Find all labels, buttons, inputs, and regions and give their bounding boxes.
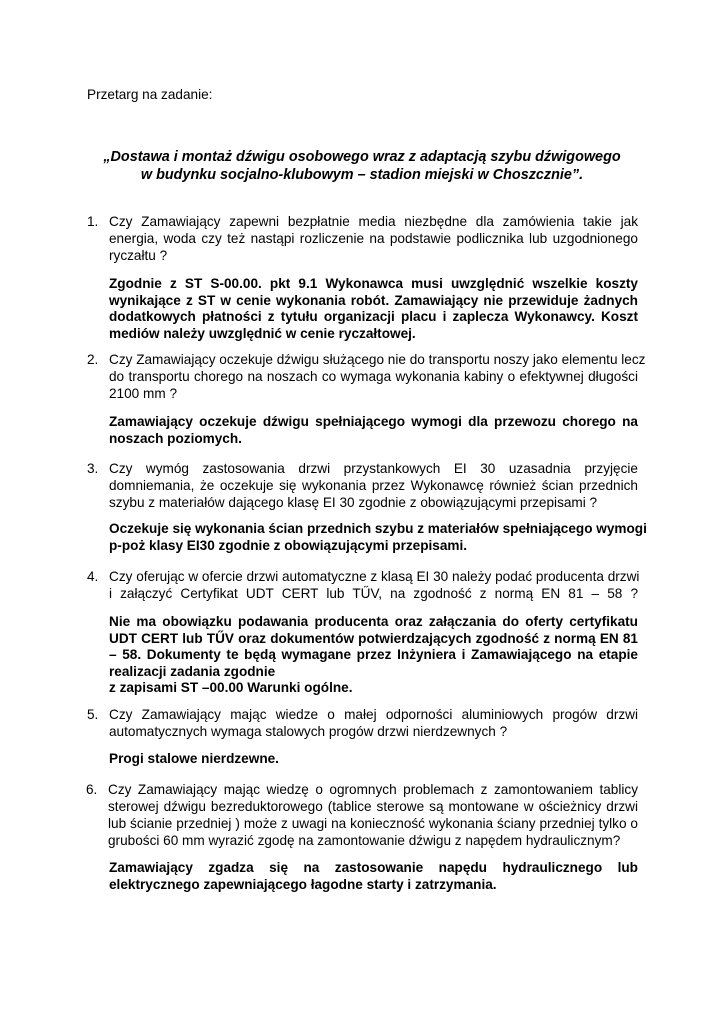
question-line: energia, woda czy też nastąpi rozliczenie na podstawie podlicznika lub uzgodnionego — [109, 231, 638, 246]
question-line: Czy Zamawiający oczekuje dźwigu służącego nie do transportu noszy jako elementu lecz — [109, 352, 646, 367]
answer-text — [109, 414, 638, 447]
answer-line: Zamawiający oczekuje dźwigu spełniającego wymogi dla przewozu chorego na — [109, 414, 638, 429]
item-number: 6. — [86, 782, 98, 797]
answer-line: noszach poziomych. — [109, 430, 242, 446]
answer-line: Progi stalowe nierdzewne. — [109, 751, 279, 766]
question-line: grubości 60 mm wyrazić zgodę na zamontowanie dźwigu z napędem hydraulicznym? — [108, 833, 621, 848]
answer-line: dodatkowych płatności z tytułu organizacji placu i zaplecza Wykonawcy. Koszt — [109, 309, 638, 325]
answer-line: p-poż klasy EI30 zgodnie z obowiązującymi przepisami. — [109, 537, 468, 553]
question-line: Czy Zamawiający zapewni bezpłatnie media niezbędne dla zamówienia takie jak — [109, 214, 638, 229]
question-text — [109, 568, 638, 602]
answer-line: Nie ma obowiązku podawania producenta oraz załączania do oferty certyfikatu — [109, 614, 638, 629]
answer-text — [109, 521, 647, 554]
answer-line: wynikające z ST w cenie wykonania robót. Zamawiający nie przewiduje żadnych — [109, 292, 638, 308]
intro-text: Przetarg na zadanie: — [87, 87, 213, 102]
question-line: ryczałtu ? — [109, 248, 168, 263]
item-number: 5. — [87, 707, 99, 722]
question-line: do transportu chorego na noszach co wymaga wykonania kabiny o efektywnej długości — [109, 369, 638, 384]
item-number: 4. — [87, 569, 99, 584]
answer-line: mediów należy uwzględnić w cenie ryczałtowej. — [109, 325, 416, 341]
item-number: 2. — [87, 352, 99, 367]
answer-line: realizacji zadania zgodnie — [109, 663, 276, 679]
answer-line: elektrycznego zapewniającego łagodne starty i zatrzymania. — [109, 876, 497, 892]
question-text — [109, 460, 638, 511]
answer-text — [109, 751, 638, 768]
question-line: lub ścianie przedniej ) może z uwagi na konieczność wykonania ściany przedniej tylko o — [108, 816, 638, 831]
question-line: i załączyć Certyfikat UDT CERT lub TŰV, na zgodność z normą EN 81 – 58 ? — [109, 586, 638, 601]
answer-line: z zapisami ST –00.00 Warunki ogólne. — [109, 680, 353, 696]
question-line: Czy Zamawiający mając wiedzę o ogromnych problemach z zamontowaniem tablicy — [108, 782, 638, 797]
title-line: w budynku socjalno-klubowym – stadion miejski w Choszcznie”. — [140, 167, 584, 183]
question-line: domniemania, że oczekuje się wykonania przez Wykonawcę również ścian przednich — [109, 478, 638, 493]
answer-text — [109, 860, 638, 893]
question-text — [109, 706, 638, 740]
question-line: szybu z materiałów dającego klasę EI 30 zgodnie z obowiązującymi przepisami ? — [109, 495, 598, 510]
document-title — [60, 148, 664, 184]
item-number: 1. — [87, 214, 99, 229]
question-line: automatycznych wymaga stalowych progów drzwi nierdzewnych ? — [109, 724, 508, 739]
answer-text — [109, 614, 638, 697]
answer-text — [109, 276, 638, 342]
question-text — [109, 351, 646, 402]
item-number: 3. — [87, 461, 99, 476]
answer-line: Oczekuje się wykonania ścian przednich szybu z materiałów spełniającego wymogi — [109, 521, 647, 536]
question-text — [108, 781, 638, 849]
question-line: Czy Zamawiający mając wiedze o małej odporności aluminiowych progów drzwi — [109, 707, 638, 722]
question-line: 2100 mm ? — [109, 386, 178, 401]
question-line: sterowej dźwigu bezreduktorowego (tablice sterowe są montowane w ościeżnicy drzwi — [108, 799, 638, 814]
question-text — [109, 213, 638, 264]
answer-line: – 58. Dokumenty te będą wymagane przez Inżyniera i Zamawiającego na etapie — [109, 647, 638, 663]
answer-line: Zamawiający zgadza się na zastosowanie napędu hydraulicznego lub — [109, 860, 638, 875]
answer-line: UDT CERT lub TŰV oraz dokumentów potwierdzających zgodność z normą EN 81 — [109, 630, 638, 646]
title-line: „Dostawa i montaż dźwigu osobowego wraz z adaptacją szybu dźwigowego — [103, 149, 621, 165]
answer-line: Zgodnie z ST S-00.00. pkt 9.1 Wykonawca musi uwzględnić wszelkie koszty — [109, 276, 638, 291]
question-line: Czy oferując w ofercie drzwi automatyczne z klasą EI 30 należy podać producenta drzwi — [109, 569, 640, 584]
question-line: Czy wymóg zastosowania drzwi przystankowych EI 30 uzasadnia przyjęcie — [109, 461, 638, 476]
